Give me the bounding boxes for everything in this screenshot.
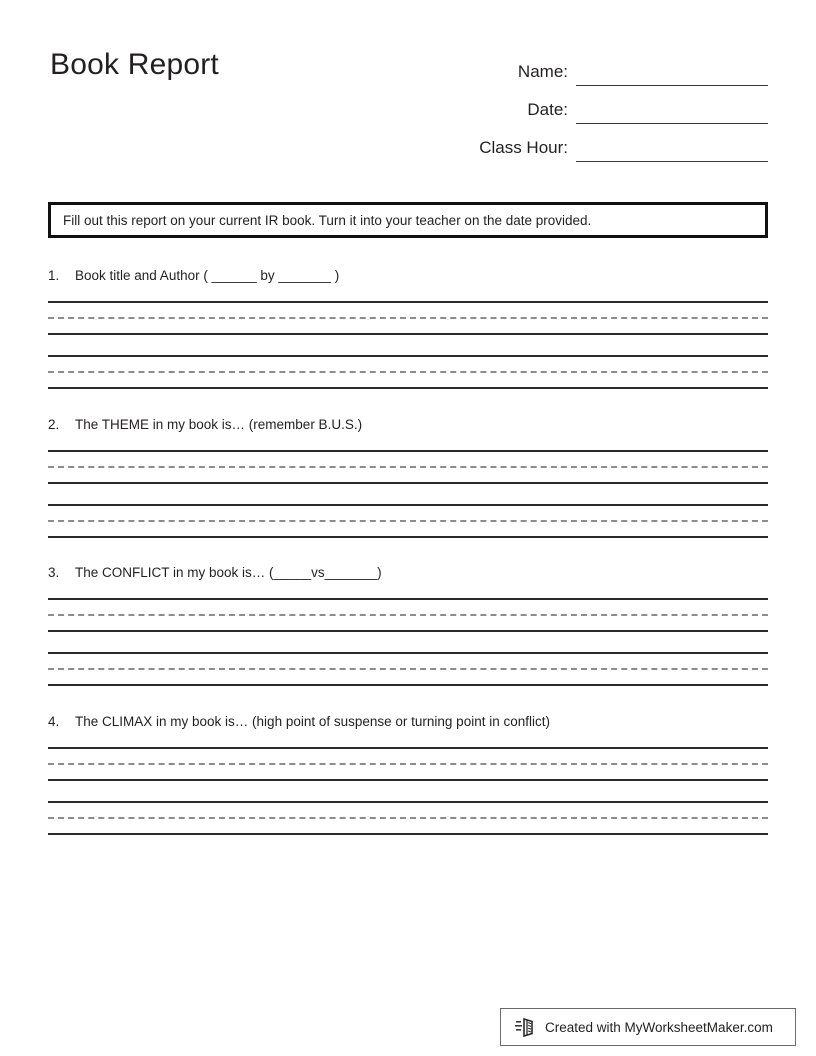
- question-4-answer-lines[interactable]: [48, 747, 768, 835]
- writing-rule-top: [48, 355, 768, 357]
- question-1-answer-lines[interactable]: [48, 301, 768, 389]
- worksheet-header: [48, 40, 768, 165]
- instruction-box: [48, 202, 768, 238]
- writing-rule-top: [48, 301, 768, 303]
- name-field-label: Name:: [517, 62, 568, 81]
- date-field-label: Date:: [527, 100, 568, 119]
- class-hour-field-label: Class Hour:: [479, 138, 568, 157]
- writing-line-group[interactable]: [48, 301, 768, 335]
- question-4-text: The CLIMAX in my book is… (high point of suspense or turning point in conflict): [75, 714, 550, 729]
- writing-rule-middle-dashed: [48, 817, 768, 819]
- name-input-rule[interactable]: [576, 59, 768, 86]
- created-with-badge-text: Created with MyWorksheetMaker.com: [545, 1019, 773, 1035]
- writing-rule-middle-dashed: [48, 317, 768, 319]
- writing-line-group[interactable]: [48, 355, 768, 389]
- writing-line-group[interactable]: [48, 504, 768, 538]
- writing-rule-bottom: [48, 387, 768, 389]
- writing-rule-bottom: [48, 536, 768, 538]
- date-field-row: [428, 86, 768, 124]
- question-3: [48, 565, 768, 686]
- question-4-prompt: [48, 714, 768, 734]
- writing-rule-bottom: [48, 779, 768, 781]
- writing-rule-bottom: [48, 833, 768, 835]
- writing-rule-bottom: [48, 684, 768, 686]
- created-with-badge[interactable]: [500, 1008, 796, 1046]
- worksheet-maker-logo-icon: [515, 1016, 537, 1038]
- writing-rule-top: [48, 652, 768, 654]
- writing-rule-top: [48, 504, 768, 506]
- date-input-rule[interactable]: [576, 97, 768, 124]
- question-3-text: The CONFLICT in my book is… (_____vs_______): [75, 565, 382, 580]
- question-3-number: 3.: [48, 565, 60, 580]
- class-hour-input-rule[interactable]: [576, 135, 768, 162]
- question-4: [48, 714, 768, 835]
- question-4-number: 4.: [48, 714, 60, 729]
- writing-line-group[interactable]: [48, 652, 768, 686]
- question-3-answer-lines[interactable]: [48, 598, 768, 686]
- question-1-prompt: [48, 268, 768, 288]
- writing-rule-top: [48, 450, 768, 452]
- class-hour-field-row: [428, 124, 768, 162]
- writing-rule-bottom: [48, 333, 768, 335]
- writing-line-group[interactable]: [48, 598, 768, 632]
- page-title: Book Report: [50, 48, 219, 81]
- instruction-text: Fill out this report on your current IR book. Turn it into your teacher on the date provided.: [63, 212, 592, 228]
- question-3-prompt: [48, 565, 768, 585]
- writing-rule-bottom: [48, 630, 768, 632]
- question-2-answer-lines[interactable]: [48, 450, 768, 538]
- writing-rule-middle-dashed: [48, 520, 768, 522]
- writing-line-group[interactable]: [48, 801, 768, 835]
- writing-rule-middle-dashed: [48, 466, 768, 468]
- name-field-row: [428, 48, 768, 86]
- writing-rule-middle-dashed: [48, 371, 768, 373]
- writing-rule-top: [48, 801, 768, 803]
- writing-rule-top: [48, 598, 768, 600]
- question-2-prompt: [48, 417, 768, 437]
- question-1: [48, 268, 768, 389]
- writing-rule-bottom: [48, 482, 768, 484]
- writing-rule-middle-dashed: [48, 668, 768, 670]
- writing-line-group[interactable]: [48, 747, 768, 781]
- writing-rule-top: [48, 747, 768, 749]
- writing-line-group[interactable]: [48, 450, 768, 484]
- question-1-number: 1.: [48, 268, 60, 283]
- writing-rule-middle-dashed: [48, 763, 768, 765]
- student-info-fields: [428, 48, 768, 162]
- question-2-number: 2.: [48, 417, 60, 432]
- question-2: [48, 417, 768, 538]
- writing-rule-middle-dashed: [48, 614, 768, 616]
- question-1-text: Book title and Author ( ______ by _______ ): [75, 268, 340, 283]
- question-2-text: The THEME in my book is… (remember B.U.S.): [75, 417, 363, 432]
